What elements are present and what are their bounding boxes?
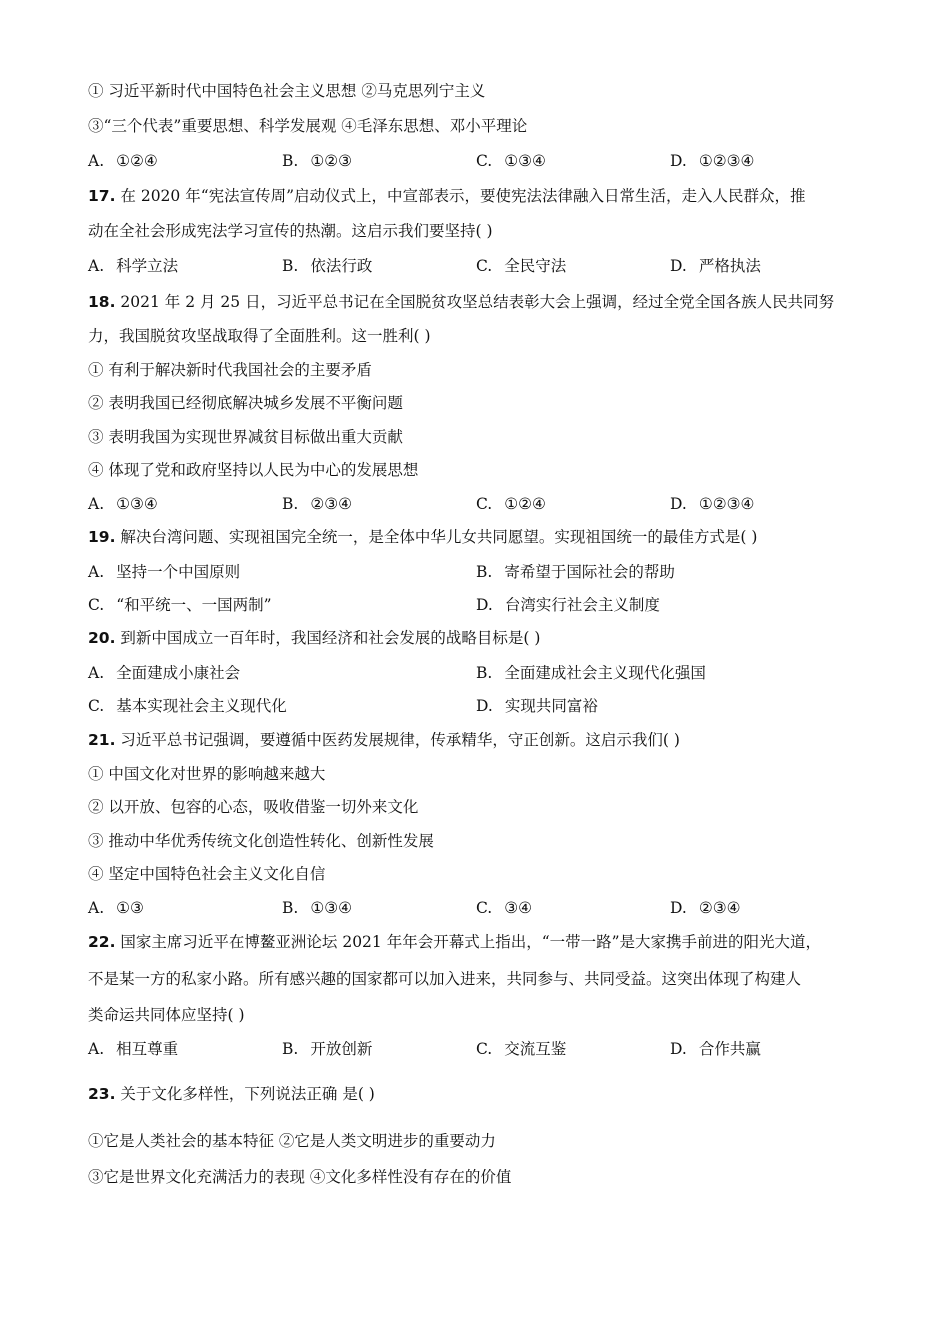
q20-number: 20. (88, 629, 116, 647)
q16-statement-line-2: ③“三个代表”重要思想、科学发展观 ④毛泽东思想、邓小平理论 (88, 117, 528, 135)
q20-option-d[interactable]: D. 实现共同富裕 (476, 697, 598, 715)
q17-option-c[interactable]: C. 全民守法 (476, 257, 567, 275)
q22-option-d[interactable]: D. 合作共赢 (670, 1040, 761, 1058)
q19-number: 19. (88, 528, 116, 546)
q20-option-b[interactable]: B. 全面建成社会主义现代化强国 (476, 664, 706, 682)
q21-statement-4: ④ 坚定中国特色社会主义文化自信 (88, 865, 326, 883)
q22-option-c[interactable]: C. 交流互鉴 (476, 1040, 567, 1058)
q18-option-c[interactable]: C. ①②④ (476, 495, 546, 513)
q20-stem-line-1: 20. 到新中国成立一百年时，我国经济和社会发展的战略目标是( ) (88, 629, 541, 647)
q16-option-a[interactable]: A. ①②④ (88, 152, 158, 170)
q21-statement-2: ② 以开放、包容的心态，吸收借鉴一切外来文化 (88, 798, 419, 816)
q21-number: 21. (88, 731, 116, 749)
q16-option-b[interactable]: B. ①②③ (282, 152, 353, 170)
q17-stem-line-1: 17. 在 2020 年“宪法宣传周”启动仪式上，中宣部表示，要使宪法法律融入日常生活，走入人民群众，推 (88, 187, 806, 205)
q23-number: 23. (88, 1085, 116, 1103)
q19-option-d[interactable]: D. 台湾实行社会主义制度 (476, 596, 660, 614)
q23-statement-line-2: ③它是世界文化充满活力的表现 ④文化多样性没有存在的价值 (88, 1168, 512, 1186)
q18-number: 18. (88, 293, 116, 311)
q21-option-a[interactable]: A. ①③ (88, 899, 144, 917)
q18-statement-3: ③ 表明我国为实现世界减贫目标做出重大贡献 (88, 428, 403, 446)
q18-option-b[interactable]: B. ②③④ (282, 495, 353, 513)
q20-option-c[interactable]: C. 基本实现社会主义现代化 (88, 697, 287, 715)
q17-option-b[interactable]: B. 依法行政 (282, 257, 373, 275)
q19-stem-line-1: 19. 解决台湾问题、实现祖国完全统一，是全体中华儿女共同愿望。实现祖国统一的最佳方式是( ) (88, 528, 758, 546)
q22-stem-line-2: 不是某一方的私家小路。所有感兴趣的国家都可以加入进来，共同参与、共同受益。这突出体现了构建人 (88, 970, 802, 988)
q21-stem-line-1: 21. 习近平总书记强调，要遵循中医药发展规律，传承精华，守正创新。这启示我们( ) (88, 731, 680, 749)
q16-option-d[interactable]: D. ①②③④ (670, 152, 755, 170)
q18-stem-line-1: 18. 2021 年 2 月 25 日，习近平总书记在全国脱贫攻坚总结表彰大会上强调，经过全党全国各族人民共同努 (88, 293, 835, 311)
q17-option-d[interactable]: D. 严格执法 (670, 257, 761, 275)
q21-option-d[interactable]: D. ②③④ (670, 899, 741, 917)
q23-stem-line-1: 23. 关于文化多样性，下列说法正确 是( ) (88, 1085, 375, 1103)
q22-option-b[interactable]: B. 开放创新 (282, 1040, 373, 1058)
q18-statement-2: ② 表明我国已经彻底解决城乡发展不平衡问题 (88, 394, 403, 412)
q22-number: 22. (88, 933, 116, 951)
q16-statement-line-1: ① 习近平新时代中国特色社会主义思想 ②马克思列宁主义 (88, 82, 486, 100)
q17-number: 17. (88, 187, 116, 205)
q21-statement-1: ① 中国文化对世界的影响越来越大 (88, 765, 326, 783)
q22-option-a[interactable]: A. 相互尊重 (88, 1040, 179, 1058)
q19-option-a[interactable]: A. 坚持一个中国原则 (88, 563, 241, 581)
q18-option-a[interactable]: A. ①③④ (88, 495, 158, 513)
q18-statement-1: ① 有利于解决新时代我国社会的主要矛盾 (88, 361, 372, 379)
q22-stem-line-1: 22. 国家主席习近平在博鳌亚洲论坛 2021 年年会开幕式上指出，“一带一路”是大家携手前进的阳光大道， (88, 933, 822, 951)
q18-option-d[interactable]: D. ①②③④ (670, 495, 755, 513)
q17-stem-line-2: 动在全社会形成宪法学习宣传的热潮。这启示我们要坚持( ) (88, 222, 493, 240)
q17-option-a[interactable]: A. 科学立法 (88, 257, 179, 275)
q19-option-c[interactable]: C. “和平统一、一国两制” (88, 596, 272, 614)
q21-option-c[interactable]: C. ③④ (476, 899, 533, 917)
q18-stem-line-2: 力，我国脱贫攻坚战取得了全面胜利。这一胜利( ) (88, 327, 431, 345)
q22-stem-line-3: 类命运共同体应坚持( ) (88, 1006, 245, 1024)
q18-statement-4: ④ 体现了党和政府坚持以人民为中心的发展思想 (88, 461, 419, 479)
q16-option-c[interactable]: C. ①③④ (476, 152, 546, 170)
q19-option-b[interactable]: B. 寄希望于国际社会的帮助 (476, 563, 675, 581)
q21-statement-3: ③ 推动中华优秀传统文化创造性转化、创新性发展 (88, 832, 434, 850)
q20-option-a[interactable]: A. 全面建成小康社会 (88, 664, 241, 682)
q21-option-b[interactable]: B. ①③④ (282, 899, 353, 917)
q23-statement-line-1: ①它是人类社会的基本特征 ②它是人类文明进步的重要动力 (88, 1132, 496, 1150)
